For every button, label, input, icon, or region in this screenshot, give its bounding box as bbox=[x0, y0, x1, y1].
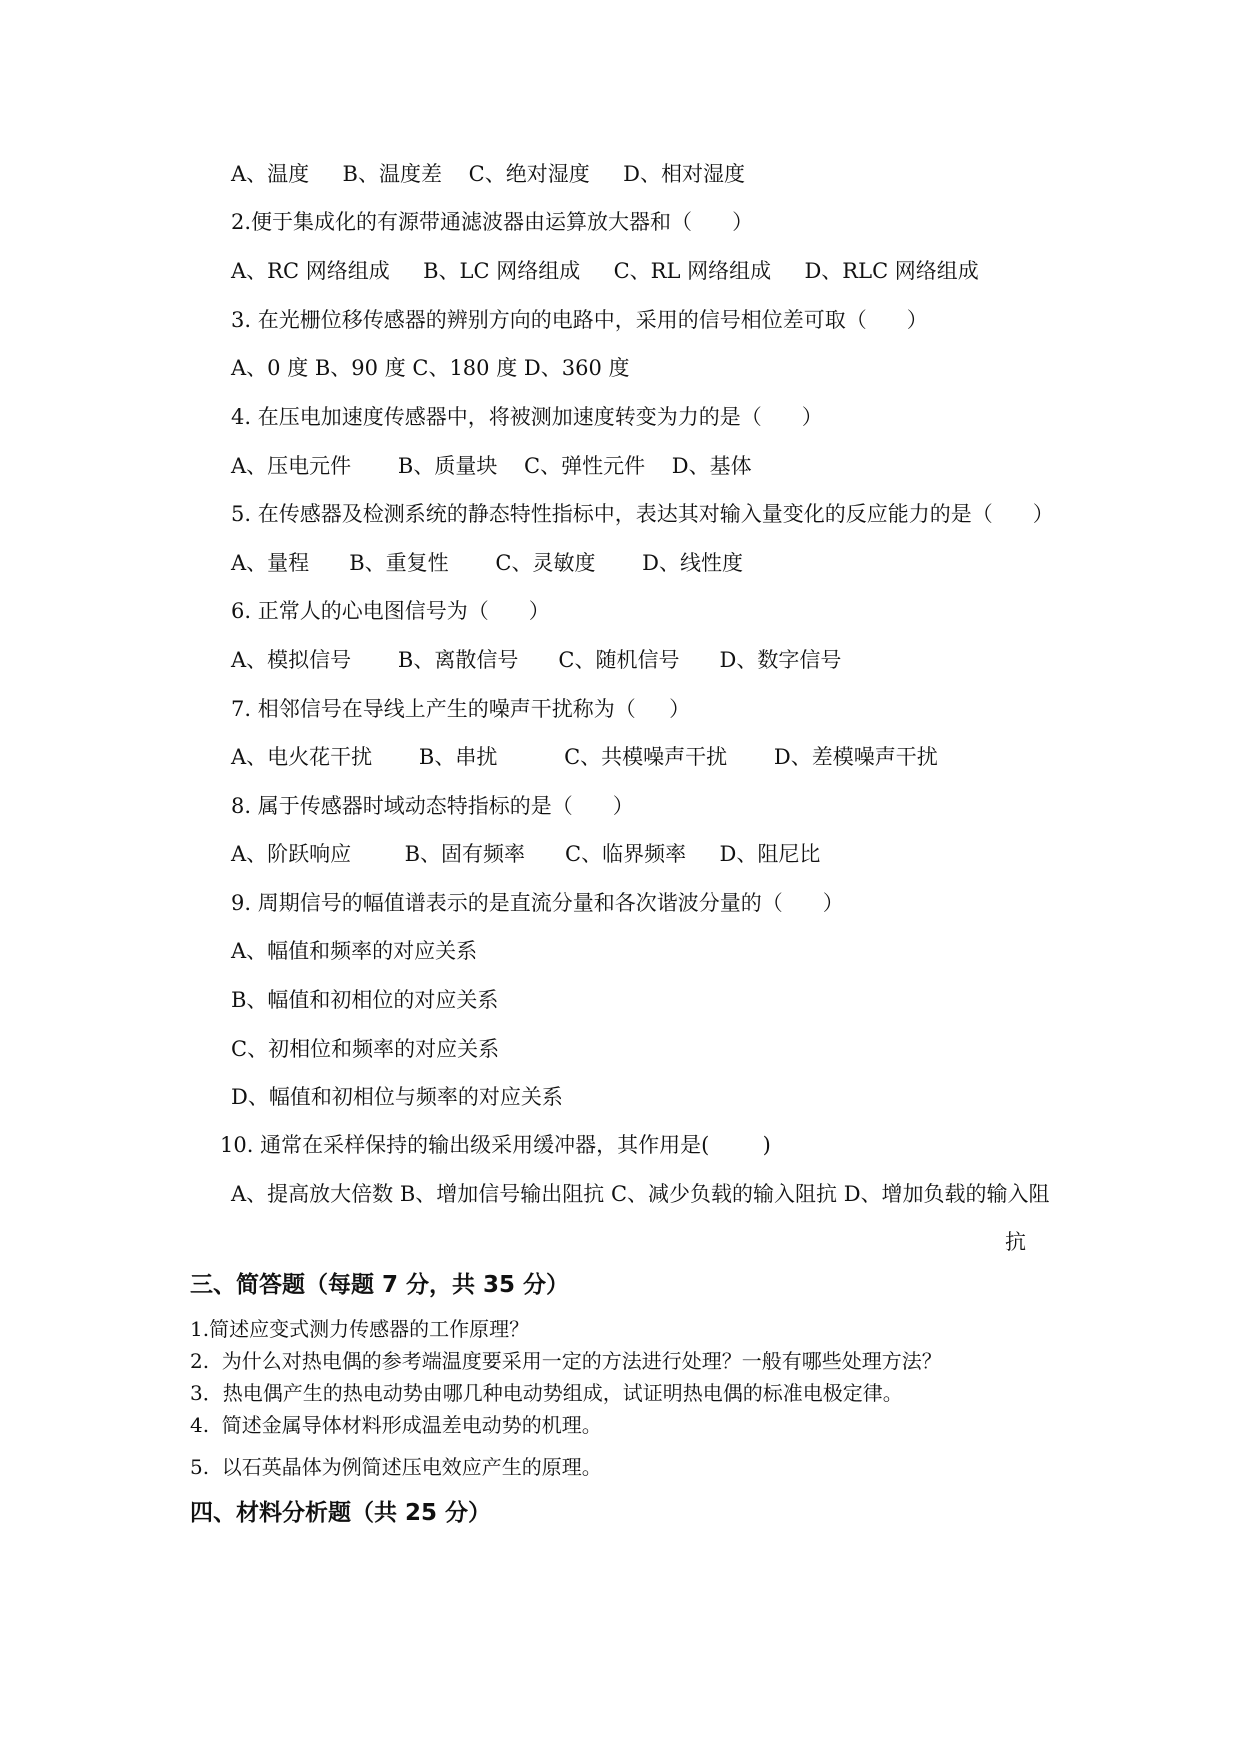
q9-option-b: B、幅值和初相位的对应关系 bbox=[231, 988, 499, 1012]
q3-options: A、0 度 B、90 度 C、180 度 D、360 度 bbox=[231, 356, 630, 380]
q9-option-a: A、幅值和频率的对应关系 bbox=[231, 939, 478, 963]
q7-options: A、电火花干扰 B、串扰 C、共模噪声干扰 D、差模噪声干扰 bbox=[231, 745, 938, 769]
section-3-title: 三、简答题（每题 7 分，共 35 分） bbox=[190, 1272, 570, 1298]
short-answer-5: 5. 以石英晶体为例简述压电效应产生的原理。 bbox=[190, 1455, 602, 1479]
short-answer-4: 4. 简述金属导体材料形成温差电动势的机理。 bbox=[190, 1413, 602, 1437]
question-6: 6. 正常人的心电图信号为（ ） bbox=[231, 599, 550, 623]
question-5: 5. 在传感器及检测系统的静态特性指标中，表达其对输入量变化的反应能力的是（ ） bbox=[231, 502, 1054, 526]
question-8: 8. 属于传感器时域动态特指标的是（ ） bbox=[231, 794, 634, 818]
section-4-title: 四、材料分析题（共 25 分） bbox=[190, 1500, 492, 1526]
question-4: 4. 在压电加速度传感器中，将被测加速度转变为力的是（ ） bbox=[231, 405, 823, 429]
q9-option-d: D、幅值和初相位与频率的对应关系 bbox=[231, 1085, 563, 1109]
question-9: 9. 周期信号的幅值谱表示的是直流分量和各次谐波分量的（ ） bbox=[231, 891, 844, 915]
q6-options: A、模拟信号 B、离散信号 C、随机信号 D、数字信号 bbox=[231, 648, 842, 672]
question-7: 7. 相邻信号在导线上产生的噪声干扰称为（ ） bbox=[231, 697, 691, 721]
question-3: 3. 在光栅位移传感器的辨别方向的电路中，采用的信号相位差可取（ ） bbox=[231, 308, 928, 332]
q10-options-wrap: 抗 bbox=[1005, 1230, 1026, 1254]
question-2: 2.便于集成化的有源带通滤波器由运算放大器和（ ） bbox=[231, 210, 754, 234]
q9-option-c: C、初相位和频率的对应关系 bbox=[231, 1037, 500, 1061]
question-10: 10. 通常在采样保持的输出级采用缓冲器，其作用是( ) bbox=[220, 1133, 771, 1157]
short-answer-3: 3．热电偶产生的热电动势由哪几种电动势组成，试证明热电偶的标准电极定律。 bbox=[190, 1381, 903, 1405]
q1-options: A、温度 B、温度差 C、绝对湿度 D、相对湿度 bbox=[231, 162, 745, 186]
q5-options: A、量程 B、重复性 C、灵敏度 D、线性度 bbox=[231, 551, 744, 575]
q8-options: A、阶跃响应 B、固有频率 C、临界频率 D、阻尼比 bbox=[231, 842, 821, 866]
short-answer-2: 2. 为什么对热电偶的参考端温度要采用一定的方法进行处理？一般有哪些处理方法？ bbox=[190, 1349, 942, 1373]
short-answer-1: 1.简述应变式测力传感器的工作原理？ bbox=[190, 1317, 530, 1341]
q2-options: A、RC 网络组成 B、LC 网络组成 C、RL 网络组成 D、RLC 网络组成 bbox=[231, 259, 979, 283]
q10-options: A、提高放大倍数 B、增加信号输出阻抗 C、减少负载的输入阻抗 D、增加负载的输入阻 bbox=[231, 1182, 1050, 1206]
q4-options: A、压电元件 B、质量块 C、弹性元件 D、基体 bbox=[231, 454, 752, 478]
